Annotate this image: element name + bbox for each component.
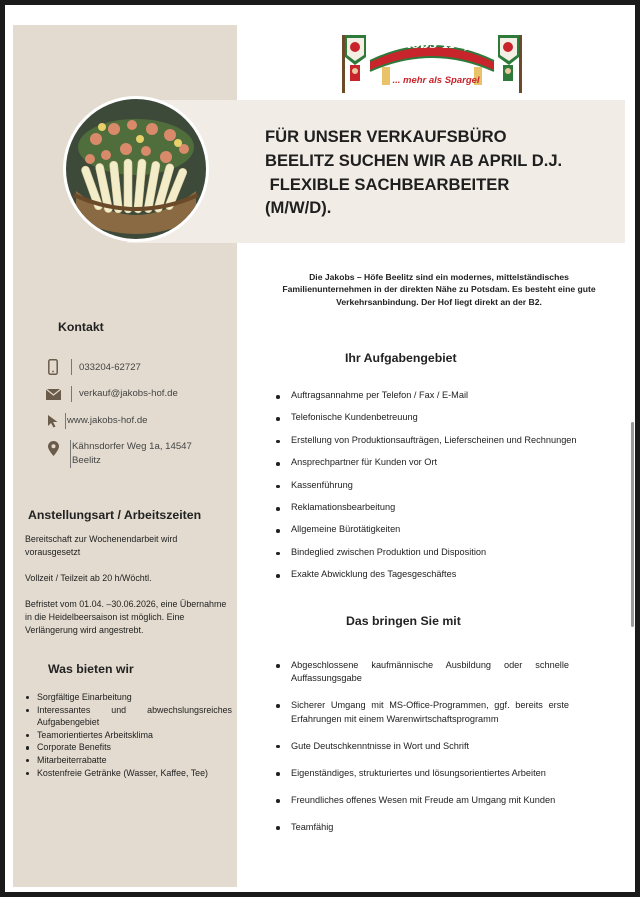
tasks-list: [273, 390, 577, 592]
employment-period: Befristet vom 01.04. –30.06.2026, eine Übernahme in die Heidelbeersaison ist möglich. Eine Verlängerung wird angestrebt.: [25, 599, 227, 635]
requirements-list: [273, 659, 569, 849]
task-item: Ansprechpartner für Kunden vor Ort: [273, 457, 577, 479]
mail-icon: [45, 386, 61, 402]
employment-hours: Vollzeit / Teilzeit ab 20 h/Wöchtl.: [25, 573, 152, 583]
contact-phone: [45, 359, 141, 375]
headline-line: FLEXIBLE SACHBEARBEITER: [265, 174, 510, 194]
offer-item: Mitarbeiterrabatte: [25, 754, 232, 767]
task-item: Telefonische Kundenbetreuung: [273, 412, 577, 434]
phone-icon: [45, 359, 61, 375]
website-link[interactable]: www.jakobs-hof.de: [67, 415, 148, 426]
phone-number[interactable]: 033204-62727: [79, 362, 141, 373]
employment-heading: Anstellungsart / Arbeitszeiten: [28, 508, 202, 522]
company-intro: Die Jakobs – Höfe Beelitz sind ein modernes, mittelständisches Familienunternehmen in der direkten Nähe zu Potsdam. Es besteht eine gute Verkehrsanbindung. Der Hof liegt direkt an der B2.: [282, 272, 596, 307]
contact-web: [45, 413, 148, 429]
task-item: Exakte Abwicklung des Tagesgeschäftes: [273, 569, 577, 591]
task-item: Bindeglied zwischen Produktion und Disposition: [273, 547, 577, 569]
contact-address: [45, 440, 192, 468]
job-ad-page: [5, 5, 635, 892]
asparagus-basket-photo: [63, 96, 209, 242]
employment-weekend: Bereitschaft zur Wochenendarbeit wird vorausgesetzt: [25, 534, 178, 557]
contact-email: [45, 386, 178, 402]
task-item: Reklamationsbearbeitung: [273, 502, 577, 524]
task-item: Erstellung von Produktionsaufträgen, Lieferscheinen und Rechnungen: [273, 435, 577, 457]
requirement-item: Sicherer Umgang mit MS-Office-Programmen, ggf. bereits erste Erfahrungen mit einem Warenwirtschaftsprogramm: [273, 699, 569, 725]
requirement-item: Teamfähig: [273, 821, 569, 834]
address-line: Beelitz: [72, 454, 101, 466]
offer-item: Sorgfältige Einarbeitung: [25, 691, 232, 704]
task-item: Allgemeine Bürotätigkeiten: [273, 524, 577, 546]
offers-heading: Was bieten wir: [48, 662, 134, 676]
task-item: Auftragsannahme per Telefon / Fax / E-Mail: [273, 390, 577, 412]
email-link[interactable]: verkauf@jakobs-hof.de: [79, 388, 178, 399]
requirement-item: Abgeschlossene kaufmännische Ausbildung oder schnelle Auffassungsgabe: [273, 659, 569, 685]
headline-line: BEELITZ SUCHEN WIR AB APRIL D.J.: [265, 150, 563, 170]
offer-item: Corporate Benefits: [25, 741, 232, 754]
requirement-item: Eigenständiges, strukturiertes und lösungsorientiertes Arbeiten: [273, 767, 569, 780]
address-text: [72, 440, 192, 467]
address-line: Kähnsdorfer Weg 1a, 14547: [72, 441, 192, 452]
logo-brand-text: Jakobs-Höfe: [386, 36, 480, 52]
offers-list: [25, 691, 232, 779]
requirements-heading: Das bringen Sie mit: [346, 614, 461, 628]
contact-heading: Kontakt: [58, 320, 104, 334]
headline-line: (M/W/D).: [265, 198, 332, 218]
tasks-heading: Ihr Aufgabengebiet: [345, 351, 457, 365]
logo-tagline: ... mehr als Spargel: [392, 75, 480, 86]
vertical-scrollbar[interactable]: [631, 422, 634, 627]
offer-item: Interessantes und abwechslungsreiches Aufgabengebiet: [25, 704, 232, 729]
cursor-icon: [45, 413, 61, 429]
task-item: Kassenführung: [273, 480, 577, 502]
location-pin-icon: [45, 440, 61, 456]
offer-item: Teamorientiertes Arbeitsklima: [25, 729, 232, 742]
requirement-item: Freundliches offenes Wesen mit Freude am Umgang mit Kunden: [273, 794, 569, 807]
headline-line: FÜR UNSER VERKAUFSBÜRO: [265, 127, 507, 146]
requirement-item: Gute Deutschkenntnisse in Wort und Schrift: [273, 740, 569, 753]
job-headline: [265, 125, 615, 220]
offer-item: Kostenfreie Getränke (Wasser, Kaffee, Tee): [25, 767, 232, 780]
